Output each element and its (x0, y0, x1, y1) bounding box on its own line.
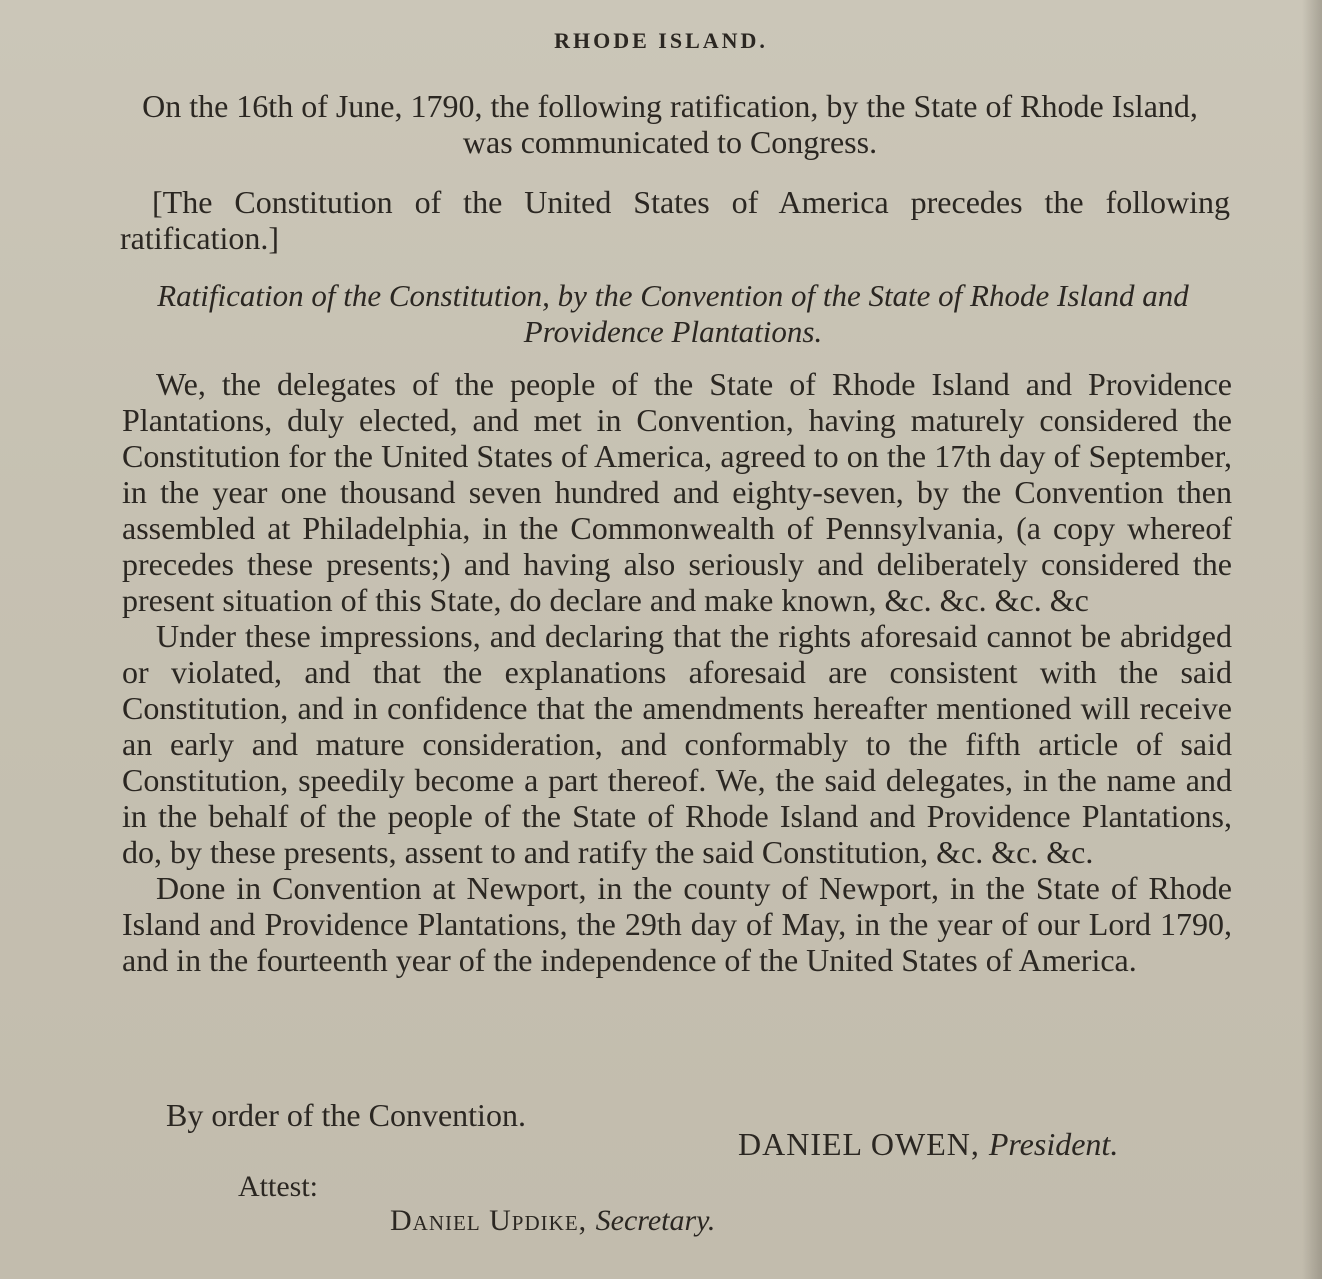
signature-president (738, 1126, 1118, 1163)
intro-paragraph: On the 16th of June, 1790, the following ratification, by the State of Rhode Island, was communicated to Congress. (142, 88, 1198, 160)
secretary-role: Secretary. (595, 1204, 716, 1237)
page-heading: RHODE ISLAND. (554, 28, 768, 53)
order-line: By order of the Convention. (166, 1097, 526, 1133)
body-text (122, 366, 1232, 978)
ratification-title: Ratification of the Constitution, by the Convention of the State of Rhode Island and Providence Plantations. (157, 278, 1189, 349)
secretary-name: Daniel Updike, (390, 1204, 588, 1237)
attest-label: Attest: (238, 1170, 318, 1203)
paragraph-done-in-convention: Done in Convention at Newport, in the county of Newport, in the State of Rhode Island and Providence Plantations, the 29th day of May, in the year of our Lord 1790, and in the fourteenth year of the independence of the United States of America. (122, 870, 1232, 978)
bracket-note: [The Constitution of the United States of America precedes the following ratification.] (120, 184, 1230, 256)
signer-role: President. (988, 1126, 1119, 1162)
paragraph-impressions: Under these impressions, and declaring that the rights aforesaid cannot be abridged or violated, and that the explanations aforesaid are consistent with the said Constitution, and in confidence that the amendments hereafter mentioned will receive an early and mature consideration, and conformably to the fifth article of said Constitution, speedily become a part thereof. We, the said delegates, in the name and in the behalf of the people of the State of Rhode Island and Providence Plantations, do, by these presents, assent to and ratify the said Constitution, &c. &c. &c. (122, 618, 1232, 870)
signature-secretary (390, 1204, 715, 1238)
page-edge-shadow (1302, 0, 1322, 1279)
paragraph-delegates: We, the delegates of the people of the State of Rhode Island and Providence Plantations, duly elected, and met in Convention, having maturely considered the Constitution for the United States of America, agreed to on the 17th day of September, in the year one thousand seven hundred and eighty-seven, by the Convention then assembled at Philadelphia, in the Commonwealth of Pennsylvania, (a copy whereof precedes these presents;) and having also seriously and deliberately considered the present situation of this State, do declare and make known, &c. &c. &c. &c (122, 366, 1232, 618)
signer-name: DANIEL OWEN, (738, 1126, 980, 1162)
